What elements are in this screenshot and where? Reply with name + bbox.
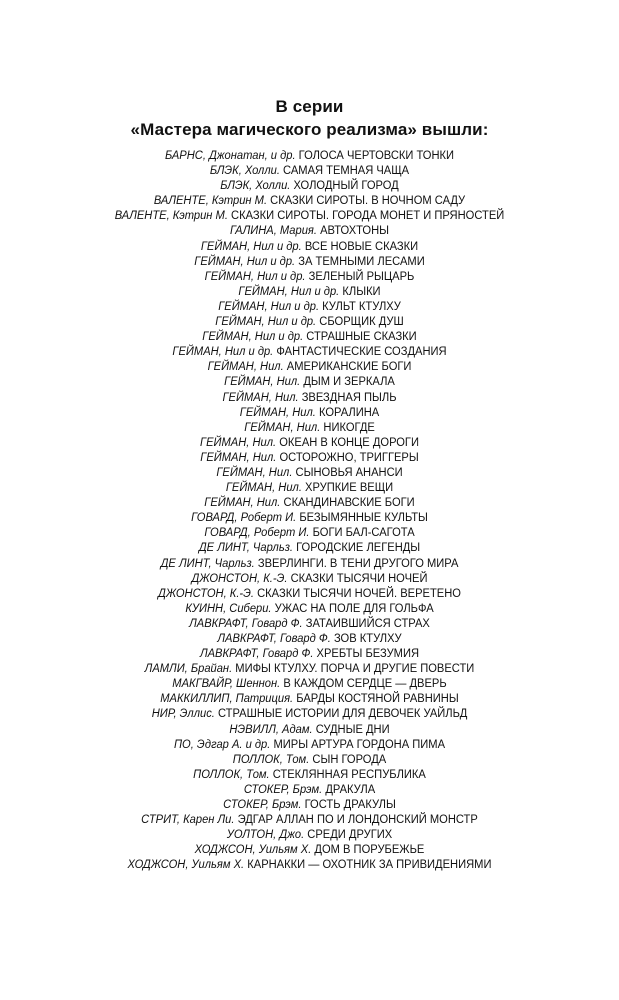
book-author: ГЕЙМАН, Нил и др. (238, 283, 340, 298)
book-author: ГЕЙМАН, Нил. (225, 480, 302, 495)
book-title: БАРДЫ КОСТЯНОЙ РАВНИНЫ (296, 691, 459, 706)
book-title: ХРУПКИЕ ВЕЩИ (305, 480, 394, 495)
book-entry (31, 586, 588, 601)
book-title: ДЫМ И ЗЕРКАЛА (303, 374, 395, 389)
book-entry (31, 752, 588, 767)
book-author: ПОЛЛОК, Том. (232, 751, 310, 766)
book-author: ГЕЙМАН, Нил и др. (204, 268, 306, 283)
book-author: МАКГВАЙР, Шеннон. (172, 676, 281, 691)
book-title: ЗВЕРЛИНГИ. В ТЕНИ ДРУГОГО МИРА (257, 555, 459, 570)
book-author: КУИНН, Сибери. (185, 600, 272, 615)
book-entry (31, 435, 588, 450)
book-entry (31, 450, 588, 465)
book-author: ГЕЙМАН, Нил. (222, 389, 299, 404)
book-title: ЗАТАИВШИЙСЯ СТРАХ (305, 615, 430, 630)
book-title: ГОСТЬ ДРАКУЛЫ (304, 797, 396, 812)
book-title: ДОМ В ПОРУБЕЖЬЕ (314, 842, 425, 857)
book-author: ПО, Эдгар А. и др. (173, 736, 271, 751)
book-author: ГЕЙМАН, Нил. (239, 404, 316, 419)
book-author: ДЕ ЛИНТ, Чарльз. (160, 555, 255, 570)
book-entry (31, 223, 588, 238)
book-entry (31, 661, 588, 676)
series-heading-line1: В серии (275, 97, 344, 116)
book-author: ПОЛЛОК, Том. (193, 766, 270, 781)
book-title: СТРАШНЫЕ ИСТОРИИ ДЛЯ ДЕВОЧЕК УАЙЛЬД (217, 706, 468, 721)
book-author: СТОКЕР, Брэм. (243, 781, 323, 796)
book-author: ХОДЖСОН, Уильям Х. (194, 842, 312, 857)
book-title: ОСТОРОЖНО, ТРИГГЕРЫ (279, 449, 419, 464)
book-title: УЖАС НА ПОЛЕ ДЛЯ ГОЛЬФА (274, 600, 434, 615)
book-title: АМЕРИКАНСКИЕ БОГИ (286, 359, 412, 374)
book-author: ГАЛИНА, Мария. (229, 223, 317, 238)
book-entry (31, 299, 588, 314)
book-list (31, 148, 588, 873)
book-entry (31, 239, 588, 254)
book-entry (31, 646, 588, 661)
book-title: КУЛЬТ КТУЛХУ (322, 298, 401, 313)
book-author: ГЕЙМАН, Нил. (216, 464, 293, 479)
book-entry (31, 495, 588, 510)
book-entry (31, 178, 588, 193)
book-entry (31, 631, 588, 646)
book-title: ДРАКУЛА (325, 781, 376, 796)
book-entry (31, 193, 588, 208)
book-entry (31, 767, 588, 782)
book-entry (31, 420, 588, 435)
book-author: СТОКЕР, Брэм. (223, 797, 302, 812)
book-author: ДЖОНСТОН, К.-Э. (158, 585, 254, 600)
book-entry (31, 329, 588, 344)
book-author: ЛАВКРАФТ, Говард Ф. (199, 646, 314, 661)
book-title: БЕЗЫМЯННЫЕ КУЛЬТЫ (299, 510, 428, 525)
book-entry (31, 691, 588, 706)
book-entry (31, 374, 588, 389)
book-title: ГОЛОСА ЧЕРТОВСКИ ТОНКИ (298, 148, 455, 162)
book-entry (31, 254, 588, 269)
book-entry (31, 344, 588, 359)
book-author: ЛАВКРАФТ, Говард Ф. (189, 615, 303, 630)
book-author: ГЕЙМАН, Нил. (200, 434, 277, 449)
book-author: ХОДЖСОН, Уильям Х. (127, 857, 245, 872)
book-title: СУДНЫЕ ДНИ (315, 721, 390, 736)
book-entry (31, 148, 588, 163)
book-entry (31, 601, 588, 616)
book-entry (31, 284, 588, 299)
book-author: ВАЛЕНТЕ, Кэтрин М. (153, 193, 268, 208)
book-title: СКАЗКИ ТЫСЯЧИ НОЧЕЙ (290, 570, 428, 585)
book-entry (31, 540, 588, 555)
book-author: ГЕЙМАН, Нил. (224, 374, 301, 389)
book-author: ГЕЙМАН, Нил и др. (218, 298, 320, 313)
book-title: СКАЗКИ ТЫСЯЧИ НОЧЕЙ. ВЕРЕТЕНО (257, 585, 461, 600)
book-author: БЛЭК, Холли. (209, 163, 280, 178)
book-entry (31, 390, 588, 405)
book-title: КЛЫКИ (342, 283, 381, 298)
book-title: МИФЫ КТУЛХУ. ПОРЧА И ДРУГИЕ ПОВЕСТИ (235, 661, 475, 676)
book-title: НИКОГДЕ (323, 419, 375, 434)
book-title: СРЕДИ ДРУГИХ (307, 827, 393, 842)
book-title: СЫН ГОРОДА (312, 751, 387, 766)
book-title: СТРАШНЫЕ СКАЗКИ (306, 329, 417, 344)
book-title: КАРНАККИ — ОХОТНИК ЗА ПРИВИДЕНИЯМИ (247, 857, 492, 872)
book-entry (31, 314, 588, 329)
book-author: ГЕЙМАН, Нил и др. (194, 253, 296, 268)
book-entry (31, 812, 588, 827)
book-author: МАККИЛЛИП, Патриция. (160, 691, 294, 706)
book-author: ЛАМЛИ, Брайан. (144, 661, 233, 676)
book-author: БАРНС, Джонатан, и др. (164, 148, 296, 162)
book-entry (31, 465, 588, 480)
book-entry (31, 269, 588, 284)
book-author: ДЖОНСТОН, К.-Э. (191, 570, 288, 585)
book-author: ГЕЙМАН, Нил и др. (200, 238, 302, 253)
book-author: ГЕЙМАН, Нил. (244, 419, 321, 434)
book-entry (31, 208, 588, 223)
book-author: УОЛТОН, Джо. (226, 827, 305, 842)
book-author: ГЕЙМАН, Нил и др. (202, 329, 304, 344)
book-title: АВТОХТОНЫ (320, 223, 390, 238)
book-entry (31, 571, 588, 586)
book-author: ДЕ ЛИНТ, Чарльз. (198, 540, 294, 555)
book-author: ГОВАРД, Роберт И. (204, 525, 310, 540)
book-title: САМАЯ ТЕМНАЯ ЧАЩА (283, 163, 410, 178)
book-author: ГЕЙМАН, Нил и др. (172, 344, 274, 359)
book-title: ЗА ТЕМНЫМИ ЛЕСАМИ (298, 253, 425, 268)
book-title: БОГИ БАЛ-САГОТА (312, 525, 415, 540)
series-heading-line2: «Мастера магического реализма» вышли: (130, 120, 489, 139)
book-entry (31, 842, 588, 857)
book-title: ОКЕАН В КОНЦЕ ДОРОГИ (279, 434, 419, 449)
book-title: СКАЗКИ СИРОТЫ. ГОРОДА МОНЕТ И ПРЯНОСТЕЙ (231, 208, 505, 223)
book-entry (31, 359, 588, 374)
book-title: ГОРОДСКИЕ ЛЕГЕНДЫ (296, 540, 421, 555)
book-title: СКАНДИНАВСКИЕ БОГИ (283, 495, 415, 510)
book-author: ГЕЙМАН, Нил. (200, 449, 277, 464)
book-title: КОРАЛИНА (318, 404, 380, 419)
book-author: ГЕЙМАН, Нил. (204, 495, 281, 510)
book-author: ЛАВКРАФТ, Говард Ф. (217, 631, 331, 645)
book-entry (31, 706, 588, 721)
book-title: В КАЖДОМ СЕРДЦЕ — ДВЕРЬ (283, 676, 447, 691)
book-author: НИР, Эллис. (151, 706, 215, 721)
book-entry (31, 556, 588, 571)
book-title: СЫНОВЬЯ АНАНСИ (295, 464, 403, 479)
book-author: БЛЭК, Холли. (220, 178, 291, 193)
book-author: СТРИТ, Карен Ли. (141, 812, 235, 827)
book-author: ГОВАРД, Роберт И. (191, 510, 297, 525)
book-title: СТЕКЛЯННАЯ РЕСПУБЛИКА (272, 766, 426, 781)
book-entry (31, 510, 588, 525)
book-title: СКАЗКИ СИРОТЫ. В НОЧНОМ САДУ (270, 193, 466, 208)
book-author: ГЕЙМАН, Нил. (207, 359, 284, 374)
book-entry (31, 616, 588, 631)
book-title: МИРЫ АРТУРА ГОРДОНА ПИМА (273, 736, 446, 751)
book-title: ЭДГАР АЛЛАН ПО И ЛОНДОНСКИЙ МОНСТР (237, 812, 478, 827)
book-title: ЗОВ КТУЛХУ (333, 631, 402, 645)
book-author: ВАЛЕНТЕ, Кэтрин М. (114, 208, 228, 223)
book-entry (31, 676, 588, 691)
book-entry (31, 163, 588, 178)
book-title: ВСЕ НОВЫЕ СКАЗКИ (304, 238, 419, 253)
book-author: НЭВИЛЛ, Адам. (229, 721, 313, 736)
book-entry (31, 737, 588, 752)
book-entry (31, 782, 588, 797)
book-title: ХРЕБТЫ БЕЗУМИЯ (316, 646, 420, 661)
book-entry (31, 525, 588, 540)
book-title: ЗЕЛЕНЫЙ РЫЦАРЬ (308, 268, 415, 283)
book-title: СБОРЩИК ДУШ (319, 314, 404, 329)
book-entry (31, 405, 588, 420)
book-title: ФАНТАСТИЧЕСКИЕ СОЗДАНИЯ (276, 344, 447, 359)
book-entry (31, 480, 588, 495)
book-entry (31, 857, 588, 872)
book-entry (31, 827, 588, 842)
book-title: ЗВЕЗДНАЯ ПЫЛЬ (301, 389, 397, 404)
book-title: ХОЛОДНЫЙ ГОРОД (293, 178, 399, 193)
book-author: ГЕЙМАН, Нил и др. (215, 314, 317, 329)
book-entry (31, 722, 588, 737)
book-entry (31, 797, 588, 812)
